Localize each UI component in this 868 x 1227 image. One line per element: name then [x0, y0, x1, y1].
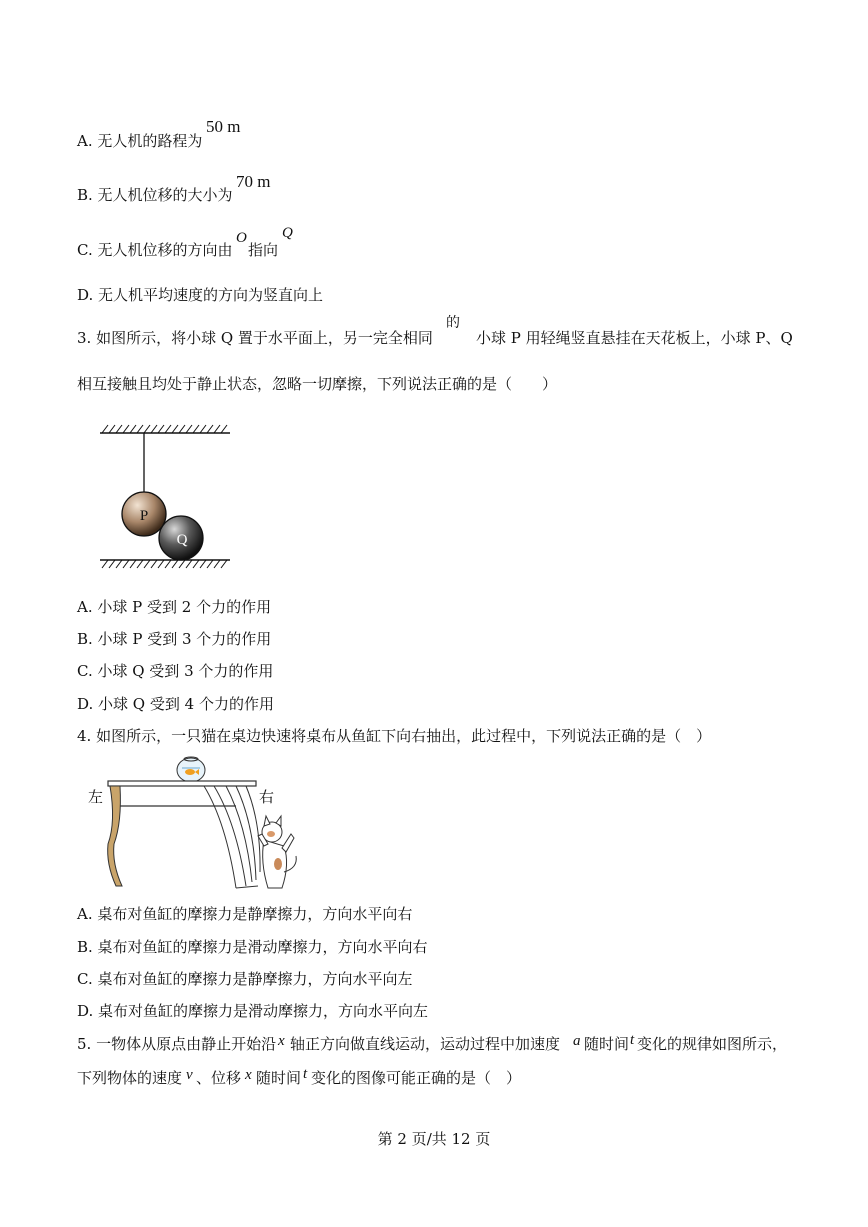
option-a-value: 50 m: [206, 117, 241, 136]
ground: [100, 560, 230, 568]
q5-stem-2a: 下列物体的速度: [77, 1069, 183, 1087]
q4-option-a: A. 桌布对鱼缸的摩擦力是静摩擦力，方向水平向右: [77, 905, 413, 923]
ball-p-label: P: [139, 508, 149, 524]
option-c-o: O: [236, 230, 247, 246]
q5-stem-2c: 随时间: [256, 1069, 302, 1087]
page-footer: 第 2 页/共 12 页: [377, 1130, 491, 1148]
q3-option-a: A. 小球 P 受到 2 个力的作用: [77, 598, 272, 616]
option-a-text: A. 无人机的路程为: [77, 132, 203, 150]
q4-option-b: B. 桌布对鱼缸的摩擦力是滑动摩擦力，方向水平向右: [77, 938, 428, 956]
q5-var-t1: t: [630, 1032, 635, 1048]
option-b-value: 70 m: [236, 172, 271, 191]
fish-bowl-icon: [177, 757, 205, 782]
q5-var-t2: t: [303, 1066, 308, 1082]
q3-option-b: B. 小球 P 受到 3 个力的作用: [77, 630, 272, 648]
option-c-q: Q: [282, 225, 293, 241]
q4-stem: 4. 如图所示，一只猫在桌边快速将桌布从鱼缸下向右抽出，此过程中，下列说法正确的是（ ）: [77, 727, 712, 745]
q3-option-c: C. 小球 Q 受到 3 个力的作用: [77, 662, 274, 680]
q3-stem-line2: 相互接触且均处于静止状态，忽略一切摩擦，下列说法正确的是（ ）: [77, 375, 558, 393]
option-d-text: D. 无人机平均速度的方向为竖直向上: [77, 286, 324, 304]
q3-option-d: D. 小球 Q 受到 4 个力的作用: [77, 695, 274, 713]
label-right: 右: [259, 788, 275, 806]
table-leg: [108, 786, 122, 886]
option-c-text-1: C. 无人机位移的方向由: [77, 241, 233, 259]
q3-figure: [96, 420, 236, 570]
q5-var-a: a: [573, 1033, 581, 1049]
q3-stem-line1b: 小球 P 用轻绳竖直悬挂在天花板上，小球 P、Q: [476, 329, 793, 347]
q5-stem-1c: 随时间: [584, 1035, 630, 1053]
q3-stem-line1a: 3. 如图所示，将小球 Q 置于水平面上，另一完全相同: [77, 329, 433, 347]
q5-var-x2: x: [245, 1067, 252, 1083]
label-left: 左: [88, 788, 104, 806]
q5-stem-1a: 5. 一物体从原点由静止开始沿: [77, 1035, 277, 1053]
q3-stem-de: 的: [446, 315, 460, 331]
tablecloth: [204, 786, 260, 888]
q5-stem-1b: 轴正方向做直线运动，运动过程中加速度: [290, 1035, 561, 1053]
q5-stem-2b: 、位移: [196, 1069, 242, 1087]
cat-icon: [258, 816, 296, 888]
q4-option-c: C. 桌布对鱼缸的摩擦力是静摩擦力，方向水平向左: [77, 970, 413, 988]
q5-var-x1: x: [278, 1033, 285, 1049]
option-b-text: B. 无人机位移的大小为: [77, 186, 233, 204]
q5-stem-2d: 变化的图像可能正确的是（ ）: [311, 1069, 522, 1087]
q4-option-d: D. 桌布对鱼缸的摩擦力是滑动摩擦力，方向水平向左: [77, 1002, 429, 1020]
ceiling: [100, 425, 230, 433]
q4-figure: [86, 752, 306, 894]
q5-stem-1d: 变化的规律如图所示，: [637, 1035, 788, 1053]
option-c-text-2: 指向: [248, 241, 279, 259]
table-top: [108, 781, 256, 786]
q5-var-v: v: [186, 1067, 193, 1083]
ball-q-label: Q: [176, 532, 188, 548]
